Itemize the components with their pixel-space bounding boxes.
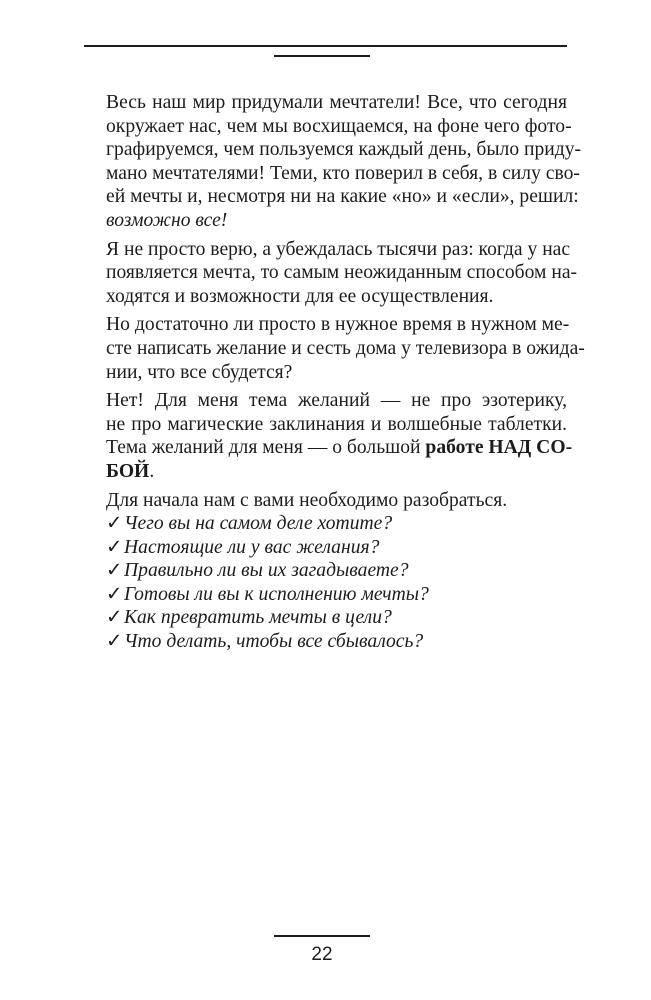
checklist-item-text: Что делать, чтобы все сбывалось? bbox=[124, 631, 424, 653]
checklist-item bbox=[84, 559, 567, 583]
checklist-item bbox=[84, 583, 567, 607]
paragraph-answer bbox=[84, 389, 573, 483]
text-line: мано мечтателями! Теми, кто поверил в себя, в силу сво- bbox=[106, 162, 580, 184]
text-line: сте написать желание и сесть дома у телевизора в ожида- bbox=[106, 337, 585, 359]
text-line: Для начала нам с вами необходимо разобраться. bbox=[106, 489, 508, 511]
text-line bbox=[84, 436, 573, 460]
checkmark-icon: ✓ bbox=[106, 536, 123, 558]
checkmark-icon: ✓ bbox=[106, 513, 123, 535]
checklist-item bbox=[84, 512, 567, 536]
checkmark-icon: ✓ bbox=[106, 560, 123, 582]
text-segment: . bbox=[149, 460, 155, 482]
bold-emphasis: работе НАД СО- bbox=[425, 437, 573, 459]
text-line: Весь наш мир придумали мечтатели! Все, что сегодня bbox=[106, 92, 567, 113]
checklist-item-text: Правильно ли вы их загадываете? bbox=[124, 560, 409, 582]
text-line bbox=[84, 460, 567, 484]
page-body bbox=[84, 91, 585, 654]
checklist-item bbox=[84, 630, 567, 654]
text-line: ходятся и возможности для ее осуществления. bbox=[106, 285, 494, 307]
paragraph-belief bbox=[84, 238, 578, 309]
text-line: появляется мечта, то самым неожиданным способом на- bbox=[106, 262, 578, 284]
question-checklist bbox=[84, 512, 567, 654]
paragraph-intro-list bbox=[84, 489, 567, 513]
text-line: Нет! Для меня тема желаний — не про эзотерику, bbox=[106, 390, 567, 412]
text-line: ей мечты и, несмотря ни на какие «но» и «если», решил: bbox=[106, 186, 579, 208]
checkmark-icon: ✓ bbox=[106, 607, 123, 629]
checklist-item-text: Как превратить мечты в цели? bbox=[124, 607, 392, 629]
page-number: 22 bbox=[311, 944, 333, 965]
checkmark-icon: ✓ bbox=[106, 631, 123, 653]
text-line: Но достаточно ли просто в нужное время в нужном ме- bbox=[106, 314, 570, 336]
italic-emphasis: возможно все! bbox=[106, 209, 228, 231]
checklist-item bbox=[84, 536, 567, 560]
paragraph-question bbox=[84, 313, 585, 384]
header-rule-long bbox=[84, 45, 567, 47]
header-rule-short bbox=[274, 55, 370, 57]
text-line: окружает нас, чем мы восхищаемся, на фоне чего фото- bbox=[106, 115, 572, 137]
text-line: нии, что все сбудется? bbox=[106, 361, 293, 383]
footer-rule bbox=[274, 935, 370, 937]
checklist-item bbox=[84, 606, 567, 630]
bold-emphasis: БОЙ bbox=[106, 460, 150, 482]
checkmark-icon: ✓ bbox=[106, 583, 123, 605]
text-line: не про магические заклинания и волшебные таблетки. bbox=[106, 413, 567, 435]
checklist-item-text: Чего вы на самом деле хотите? bbox=[124, 513, 393, 535]
text-line: Я не просто верю, а убеждалась тысячи раз: когда у нас bbox=[106, 238, 571, 260]
checklist-item-text: Готовы ли вы к исполнению мечты? bbox=[124, 583, 429, 605]
paragraph-dreamers bbox=[84, 91, 582, 233]
checklist-item-text: Настоящие ли у вас желания? bbox=[124, 536, 380, 558]
text-segment: Тема желаний для меня — о большой bbox=[106, 437, 426, 459]
text-line: графируемся, чем пользуемся каждый день, было приду- bbox=[106, 139, 582, 161]
